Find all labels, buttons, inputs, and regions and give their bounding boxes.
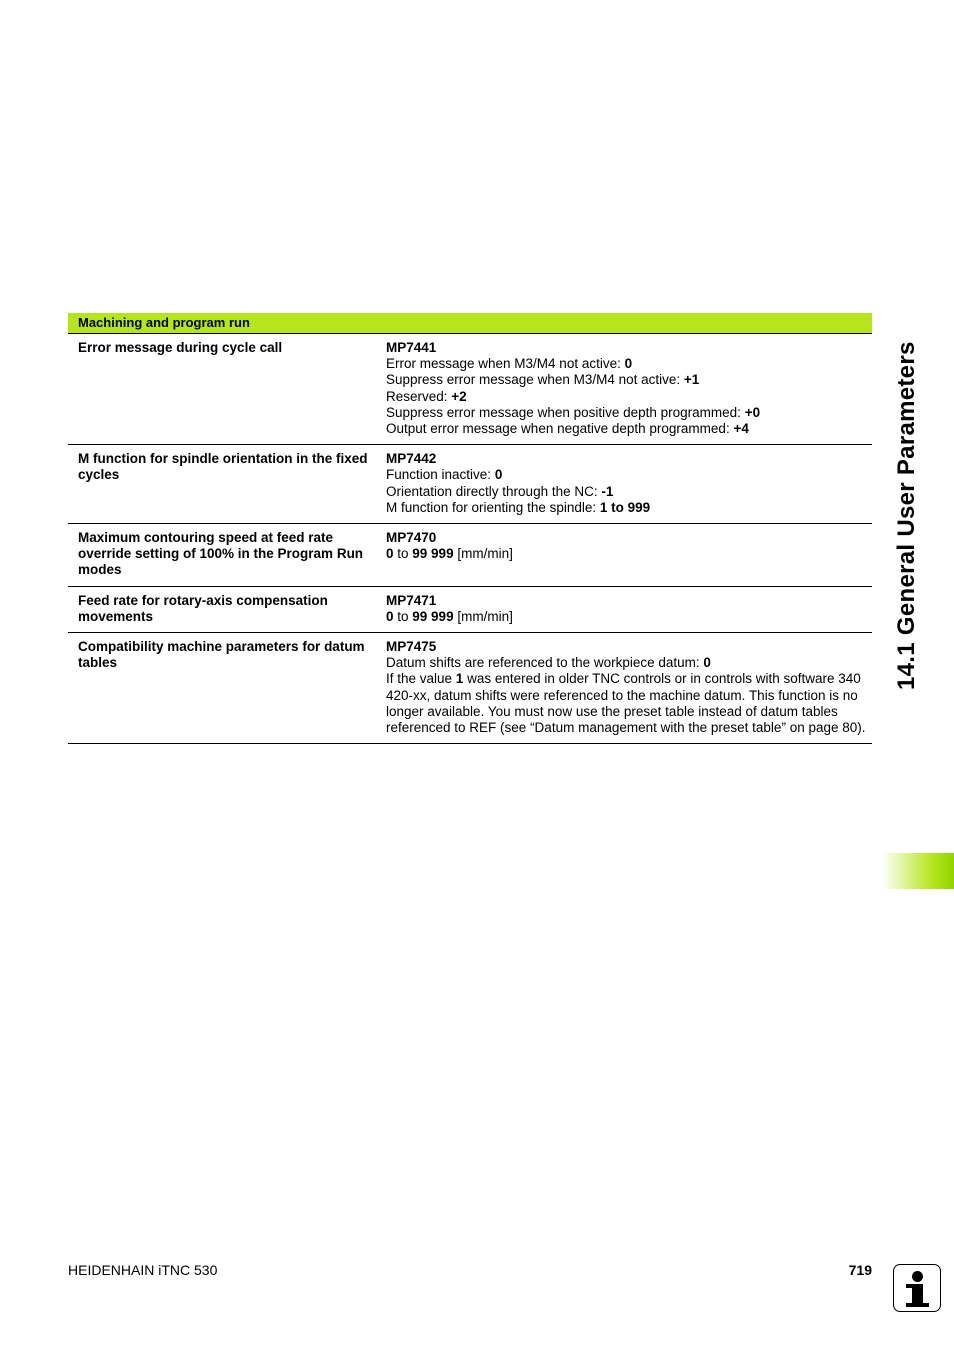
row-label: Feed rate for rotary-axis compensation movements <box>78 592 328 624</box>
option-line: Error message when M3/M4 not active: 0 <box>386 356 633 372</box>
row-description <box>386 639 872 736</box>
table-row <box>68 334 872 445</box>
mp-number: MP7442 <box>386 451 437 467</box>
table-header: Machining and program run <box>68 313 872 334</box>
row-label: Compatibility machine parameters for datum tables <box>78 639 365 671</box>
row-description <box>386 593 872 625</box>
row-label: M function for spindle orientation in the fixed cycles <box>78 451 368 483</box>
row-label: Maximum contouring speed at feed rate override setting of 100% in the Program Run modes <box>78 530 364 578</box>
table-row <box>68 633 872 744</box>
parameter-table <box>68 313 872 744</box>
option-line: Reserved: +2 <box>386 388 467 404</box>
info-icon <box>893 1264 941 1312</box>
table-row <box>68 445 872 524</box>
table-row <box>68 524 872 587</box>
option-line: Suppress error message when positive depth programmed: +0 <box>386 404 761 420</box>
page-number: 719 <box>848 1262 872 1278</box>
chapter-tab-marker <box>882 853 954 889</box>
paragraph: If the value 1 was entered in older TNC controls or in controls with software 340 420-xx, datum shifts were referenced to the machine datum. This function is no longer available. You must now use the preset table instead of datum tables referenced to REF (see “Datum management with the preset table” on page 80). <box>386 671 866 736</box>
row-description <box>386 340 872 437</box>
option-line: M function for orienting the spindle: 1 to 999 <box>386 499 651 515</box>
option-line: Function inactive: 0 <box>386 467 503 483</box>
option-line: Datum shifts are referenced to the workpiece datum: 0 <box>386 655 711 671</box>
row-label: Error message during cycle call <box>78 340 283 355</box>
mp-number: MP7475 <box>386 639 437 655</box>
mp-number: MP7441 <box>386 340 437 355</box>
chapter-side-title: 14.1 General User Parameters <box>893 341 920 690</box>
option-line: Suppress error message when M3/M4 not active: +1 <box>386 372 700 388</box>
row-description <box>386 451 872 516</box>
footer-product-name: HEIDENHAIN iTNC 530 <box>68 1262 218 1278</box>
option-line: Output error message when negative depth programmed: +4 <box>386 421 749 437</box>
range-line: 0 to 99 999 [mm/min] <box>386 608 513 624</box>
mp-number: MP7471 <box>386 592 437 608</box>
row-description <box>386 530 872 579</box>
option-line: Orientation directly through the NC: -1 <box>386 483 614 499</box>
range-line: 0 to 99 999 [mm/min] <box>386 546 513 562</box>
mp-number: MP7470 <box>386 530 437 546</box>
table-row <box>68 587 872 633</box>
